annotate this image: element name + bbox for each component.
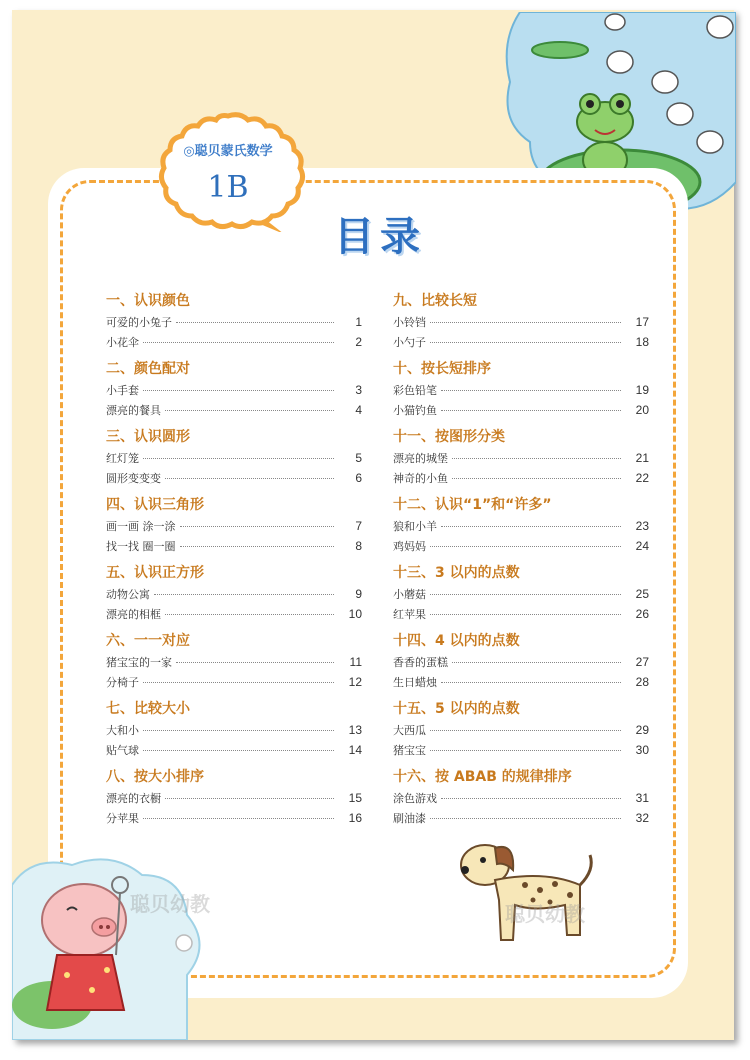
toc-entry[interactable] bbox=[393, 720, 649, 740]
section-title: 八、按大小排序 bbox=[106, 769, 204, 785]
dot-leader bbox=[430, 546, 621, 547]
toc-section bbox=[393, 562, 649, 624]
toc-entry[interactable] bbox=[106, 584, 362, 604]
toc-section bbox=[106, 358, 362, 420]
dot-leader bbox=[430, 594, 621, 595]
toc-entry[interactable] bbox=[106, 740, 362, 760]
entry-label: 小手套 bbox=[106, 384, 139, 397]
grade-label: 1B bbox=[207, 170, 249, 205]
toc-entry[interactable] bbox=[393, 604, 649, 624]
toc-entry[interactable] bbox=[106, 604, 362, 624]
toc-section bbox=[393, 630, 649, 692]
toc-entry[interactable] bbox=[106, 652, 362, 672]
dog-illustration bbox=[455, 840, 605, 950]
entry-label: 漂亮的相框 bbox=[106, 608, 161, 621]
toc-section bbox=[393, 290, 649, 352]
entry-label: 漂亮的城堡 bbox=[393, 452, 448, 465]
badge-tail bbox=[260, 220, 284, 232]
entry-label: 狼和小羊 bbox=[393, 520, 437, 533]
watermark-left: 聪贝幼教 bbox=[130, 892, 210, 916]
toc-section bbox=[106, 766, 362, 828]
toc-section bbox=[393, 358, 649, 420]
dot-leader bbox=[430, 614, 621, 615]
entry-label: 可爱的小兔子 bbox=[106, 316, 172, 329]
page-number: 15 bbox=[348, 791, 362, 805]
dot-leader bbox=[143, 730, 334, 731]
page-number: 13 bbox=[348, 723, 362, 737]
dot-leader bbox=[165, 798, 334, 799]
dot-leader bbox=[430, 750, 621, 751]
dot-leader bbox=[143, 818, 334, 819]
toc-entry[interactable] bbox=[393, 448, 649, 468]
section-title: 十六、按 ABAB 的规律排序 bbox=[393, 769, 572, 785]
toc-left-column bbox=[106, 290, 362, 828]
page-number: 14 bbox=[348, 743, 362, 757]
toc-entry[interactable] bbox=[393, 332, 649, 352]
toc-entry[interactable] bbox=[393, 536, 649, 556]
toc-entry[interactable] bbox=[106, 720, 362, 740]
toc-entry[interactable] bbox=[393, 468, 649, 488]
lily-pad-small bbox=[532, 42, 588, 58]
dot-leader bbox=[180, 526, 335, 527]
entry-label: 画一画 涂一涂 bbox=[106, 520, 176, 533]
entry-label: 贴气球 bbox=[106, 744, 139, 757]
dot-leader bbox=[441, 410, 621, 411]
entry-label: 小蘑菇 bbox=[393, 588, 426, 601]
page-number: 17 bbox=[635, 315, 649, 329]
watermark-right: 聪贝幼教 bbox=[505, 902, 585, 926]
toc-entry[interactable] bbox=[106, 788, 362, 808]
dog-tail bbox=[580, 855, 591, 885]
toc-entry[interactable] bbox=[106, 400, 362, 420]
toc-entry[interactable] bbox=[106, 516, 362, 536]
pig-bubble-illustration bbox=[12, 855, 212, 1040]
dot-leader bbox=[143, 750, 334, 751]
page-number: 10 bbox=[348, 607, 362, 621]
dot-leader bbox=[452, 662, 621, 663]
entry-label: 动物公寓 bbox=[106, 588, 150, 601]
page-number: 26 bbox=[635, 607, 649, 621]
dot-leader bbox=[452, 458, 621, 459]
pig-dress bbox=[47, 955, 124, 1010]
entry-label: 漂亮的衣橱 bbox=[106, 792, 161, 805]
dot-leader bbox=[430, 818, 621, 819]
toc-section bbox=[106, 698, 362, 760]
page-number: 22 bbox=[635, 471, 649, 485]
page-number: 27 bbox=[635, 655, 649, 669]
page-number: 4 bbox=[355, 403, 362, 417]
dot-leader bbox=[165, 478, 334, 479]
toc-entry[interactable] bbox=[106, 448, 362, 468]
entry-label: 找一找 圈一圈 bbox=[106, 540, 176, 553]
toc-entry[interactable] bbox=[393, 400, 649, 420]
page-number: 3 bbox=[355, 383, 362, 397]
toc-section bbox=[393, 426, 649, 488]
page-title: 目录 bbox=[334, 214, 426, 260]
page-number: 21 bbox=[635, 451, 649, 465]
page-number: 25 bbox=[635, 587, 649, 601]
page-number: 7 bbox=[355, 519, 362, 533]
toc-entry[interactable] bbox=[106, 672, 362, 692]
toc-entry[interactable] bbox=[106, 808, 362, 828]
toc-right-column bbox=[393, 290, 649, 828]
toc-entry[interactable] bbox=[106, 536, 362, 556]
entry-label: 漂亮的餐具 bbox=[106, 404, 161, 417]
page-number: 18 bbox=[635, 335, 649, 349]
toc-entry[interactable] bbox=[106, 332, 362, 352]
entry-label: 红苹果 bbox=[393, 608, 426, 621]
entry-label: 小花伞 bbox=[106, 336, 139, 349]
toc-entry[interactable] bbox=[106, 312, 362, 332]
toc-entry[interactable] bbox=[393, 788, 649, 808]
dot-leader bbox=[441, 526, 621, 527]
toc-entry[interactable] bbox=[393, 312, 649, 332]
dot-leader bbox=[143, 458, 334, 459]
section-title: 二、颜色配对 bbox=[106, 361, 190, 377]
page-number: 30 bbox=[635, 743, 649, 757]
page-number: 19 bbox=[635, 383, 649, 397]
section-title: 十五、5 以内的点数 bbox=[393, 701, 520, 717]
toc-entry[interactable] bbox=[393, 652, 649, 672]
entry-label: 小猫钓鱼 bbox=[393, 404, 437, 417]
toc-section bbox=[106, 426, 362, 488]
page-number: 29 bbox=[635, 723, 649, 737]
frog bbox=[577, 94, 633, 178]
section-title: 四、认识三角形 bbox=[106, 497, 204, 513]
toc-entry[interactable] bbox=[393, 808, 649, 828]
page-number: 23 bbox=[635, 519, 649, 533]
toc-entry[interactable] bbox=[393, 380, 649, 400]
section-title: 九、比较长短 bbox=[393, 293, 477, 309]
page-number: 1 bbox=[355, 315, 362, 329]
entry-label: 分苹果 bbox=[106, 812, 139, 825]
entry-label: 生日蜡烛 bbox=[393, 676, 437, 689]
entry-label: 圆形变变变 bbox=[106, 472, 161, 485]
toc-entry[interactable] bbox=[393, 672, 649, 692]
section-title: 十二、认识“1”和“许多” bbox=[393, 497, 552, 513]
page-number: 16 bbox=[348, 811, 362, 825]
entry-label: 红灯笼 bbox=[106, 452, 139, 465]
toc-section bbox=[393, 494, 649, 556]
page-number: 8 bbox=[355, 539, 362, 553]
bubble bbox=[176, 935, 192, 951]
section-title: 十三、3 以内的点数 bbox=[393, 565, 520, 581]
page-number: 5 bbox=[355, 451, 362, 465]
toc-entry[interactable] bbox=[393, 584, 649, 604]
page-number: 6 bbox=[355, 471, 362, 485]
entry-label: 分椅子 bbox=[106, 676, 139, 689]
entry-label: 鸡妈妈 bbox=[393, 540, 426, 553]
entry-label: 猪宝宝的一家 bbox=[106, 656, 172, 669]
entry-label: 彩色铅笔 bbox=[393, 384, 437, 397]
toc-section bbox=[106, 290, 362, 352]
section-title: 十一、按图形分类 bbox=[393, 429, 505, 445]
entry-label: 刷油漆 bbox=[393, 812, 426, 825]
toc-section bbox=[393, 766, 649, 828]
entry-label: 猪宝宝 bbox=[393, 744, 426, 757]
page-number: 32 bbox=[635, 811, 649, 825]
toc-section bbox=[106, 494, 362, 556]
dot-leader bbox=[143, 682, 334, 683]
toc-entry[interactable] bbox=[106, 380, 362, 400]
page-number: 31 bbox=[635, 791, 649, 805]
toc-section bbox=[106, 562, 362, 624]
entry-label: 小铃铛 bbox=[393, 316, 426, 329]
entry-label: 香香的蛋糕 bbox=[393, 656, 448, 669]
dot-leader bbox=[176, 662, 334, 663]
dot-leader bbox=[143, 342, 334, 343]
toc-section bbox=[393, 698, 649, 760]
entry-label: 大西瓜 bbox=[393, 724, 426, 737]
dot-leader bbox=[452, 478, 621, 479]
section-title: 五、认识正方形 bbox=[106, 565, 204, 581]
page-number: 2 bbox=[355, 335, 362, 349]
toc-entry[interactable] bbox=[393, 516, 649, 536]
pig-head bbox=[42, 884, 126, 956]
entry-label: 大和小 bbox=[106, 724, 139, 737]
toc-section bbox=[106, 630, 362, 692]
entry-label: 小勺子 bbox=[393, 336, 426, 349]
section-title: 十四、4 以内的点数 bbox=[393, 633, 520, 649]
dot-leader bbox=[180, 546, 335, 547]
section-title: 一、认识颜色 bbox=[106, 293, 190, 309]
section-title: 七、比较大小 bbox=[106, 701, 190, 717]
series-name: ◎聪贝蒙氏数学 bbox=[183, 144, 273, 159]
page-number: 28 bbox=[635, 675, 649, 689]
section-title: 三、认识圆形 bbox=[106, 429, 190, 445]
dot-leader bbox=[441, 798, 621, 799]
dot-leader bbox=[143, 390, 334, 391]
dot-leader bbox=[165, 614, 334, 615]
toc-entry[interactable] bbox=[106, 468, 362, 488]
dot-leader bbox=[441, 682, 621, 683]
entry-label: 神奇的小鱼 bbox=[393, 472, 448, 485]
section-title: 十、按长短排序 bbox=[393, 361, 491, 377]
page-number: 9 bbox=[355, 587, 362, 601]
dot-leader bbox=[165, 410, 334, 411]
page-number: 12 bbox=[348, 675, 362, 689]
dot-leader bbox=[441, 390, 621, 391]
dot-leader bbox=[176, 322, 334, 323]
page-number: 11 bbox=[349, 655, 362, 669]
pig-snout bbox=[92, 918, 116, 936]
dot-leader bbox=[154, 594, 334, 595]
dot-leader bbox=[430, 322, 621, 323]
toc-entry[interactable] bbox=[393, 740, 649, 760]
dot-leader bbox=[430, 730, 621, 731]
entry-label: 涂色游戏 bbox=[393, 792, 437, 805]
section-title: 六、一一对应 bbox=[106, 633, 190, 649]
page-number: 24 bbox=[635, 539, 649, 553]
dot-leader bbox=[430, 342, 621, 343]
page-number: 20 bbox=[635, 403, 649, 417]
